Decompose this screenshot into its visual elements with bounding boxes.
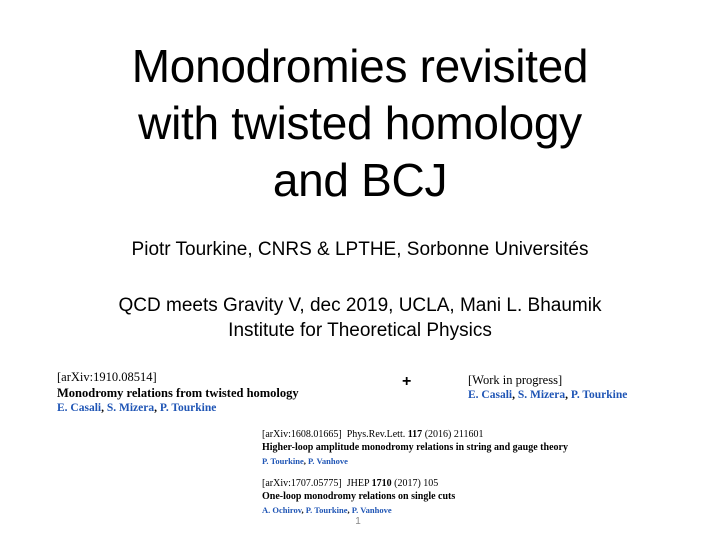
reference-1-authors: P. Tourkine, P. Vanhove <box>262 456 348 466</box>
progress-reference-authors: E. Casali, S. Mizera, P. Tourkine <box>468 389 628 401</box>
reference-1-journal: Phys.Rev.Lett. <box>346 429 406 440</box>
title-line-1: Monodromies revisited <box>131 40 589 92</box>
author-link[interactable]: P. Tourkine <box>570 389 628 401</box>
reference-1-id-line <box>262 428 702 441</box>
main-reference <box>57 369 367 416</box>
reference-1-volume: 117 <box>407 429 423 440</box>
main-reference-id: [arXiv:1910.08514] <box>57 370 157 384</box>
reference-2-id: [arXiv:1707.05775] <box>262 478 342 489</box>
author-link[interactable]: A. Ochirov <box>262 505 302 515</box>
author-affiliation: Piotr Tourkine, CNRS & LPTHE, Sorbonne Universités <box>131 239 589 260</box>
slide-title <box>0 38 720 209</box>
title-line-2: with twisted homology <box>138 97 582 149</box>
reference-2-title: One-loop monodromy relations on single cuts <box>262 491 456 502</box>
author-link[interactable]: E. Casali <box>57 402 102 414</box>
author-link[interactable]: E. Casali <box>468 389 513 401</box>
reference-1 <box>262 428 702 467</box>
reference-2-journal: JHEP <box>346 478 370 489</box>
reference-1-id: [arXiv:1608.01665] <box>262 429 342 440</box>
page-number: 1 <box>355 516 361 527</box>
event-line-2: Institute for Theoretical Physics <box>228 320 492 341</box>
reference-2-year: (2017) 105 <box>394 478 439 489</box>
event-info <box>0 293 720 343</box>
main-reference-title: Monodromy relations from twisted homology <box>57 386 299 400</box>
event-line-1: QCD meets Gravity V, dec 2019, UCLA, Mani L. Bhaumik <box>118 295 602 316</box>
author-link[interactable]: P. Tourkine <box>159 402 217 414</box>
reference-1-year: (2016) 211601 <box>424 429 484 440</box>
plus-sign: + <box>402 373 412 390</box>
reference-2 <box>262 477 702 516</box>
author-link[interactable]: S. Mizera <box>517 389 566 401</box>
reference-1-title: Higher-loop amplitude monodromy relations in string and gauge theory <box>262 442 568 453</box>
progress-reference <box>468 372 688 403</box>
author-link[interactable]: P. Vanhove <box>351 505 392 515</box>
title-line-3: and BCJ <box>272 154 448 206</box>
reference-2-volume: 1710 <box>371 478 392 489</box>
author-link[interactable]: S. Mizera <box>106 402 155 414</box>
reference-2-authors: A. Ochirov, P. Tourkine, P. Vanhove <box>262 505 392 515</box>
reference-2-id-line <box>262 477 702 490</box>
author-link[interactable]: P. Tourkine <box>305 505 348 515</box>
author-link[interactable]: P. Vanhove <box>308 456 348 466</box>
progress-reference-id: [Work in progress] <box>468 373 563 387</box>
main-reference-authors: E. Casali, S. Mizera, P. Tourkine <box>57 402 217 414</box>
author-link[interactable]: P. Tourkine <box>262 456 304 466</box>
